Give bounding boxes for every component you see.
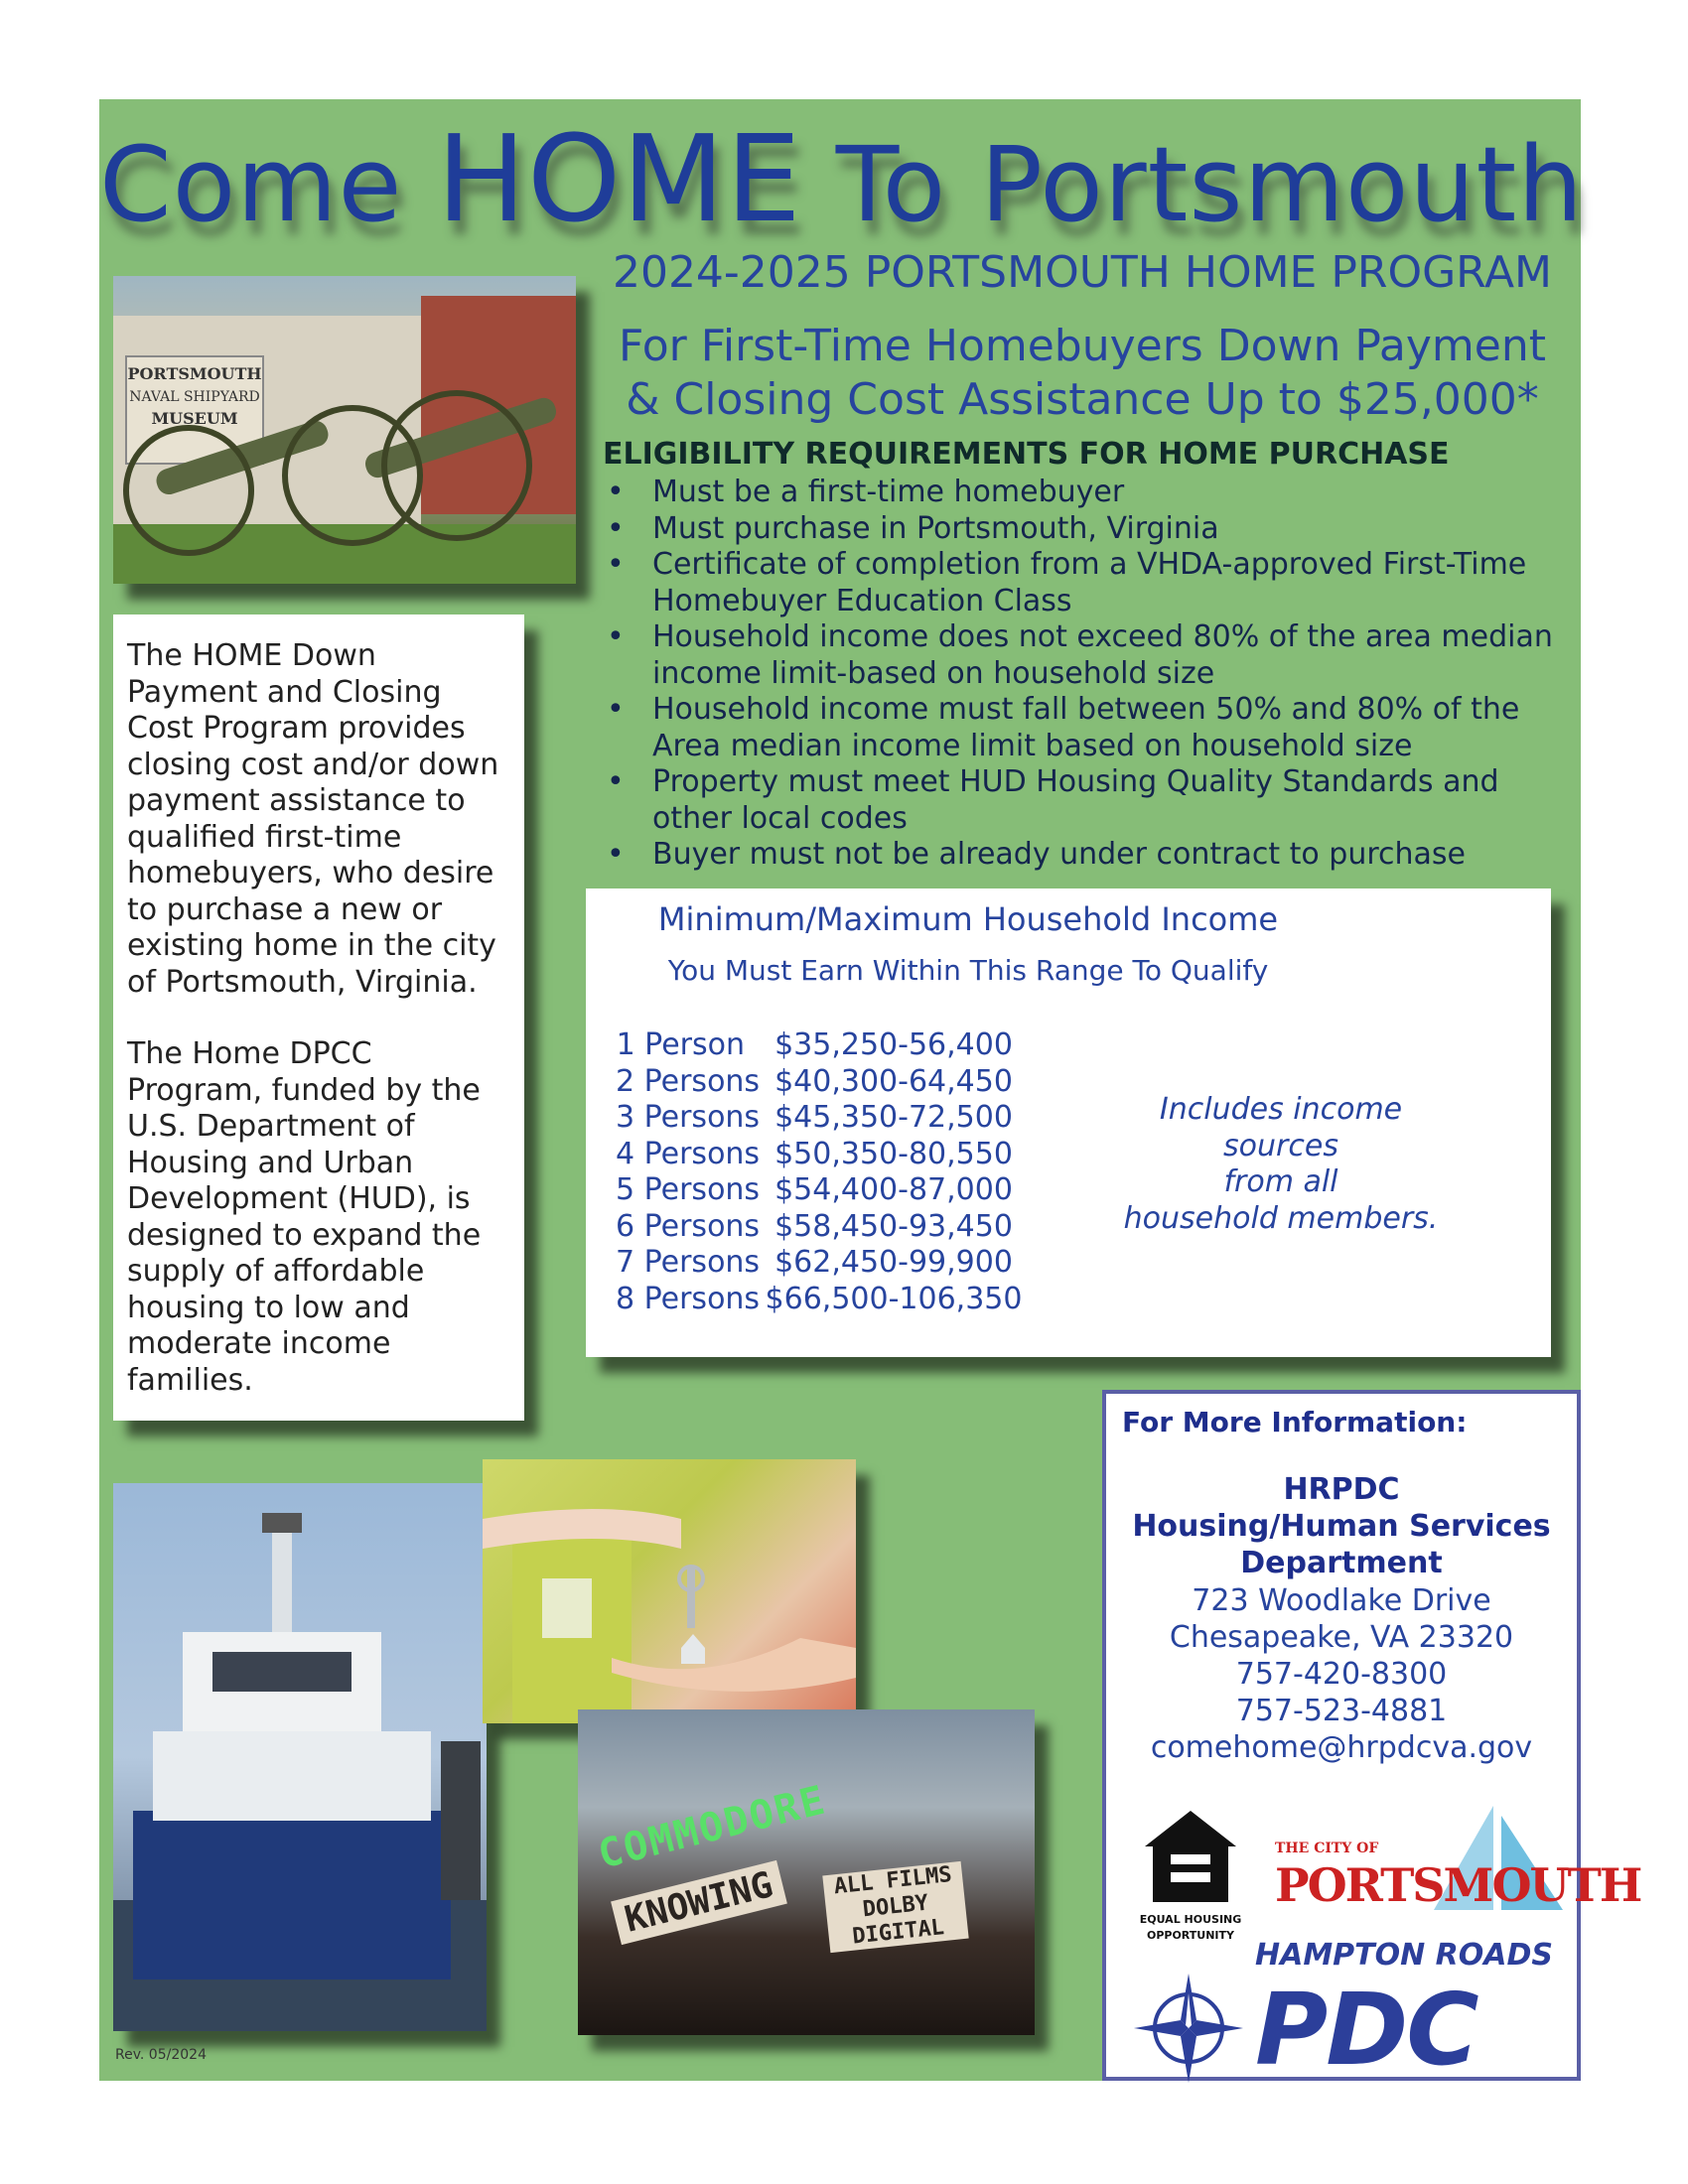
eligibility-item: • Certificate of completion from a VHDA-approved First-Time Homebuyer Education Class <box>603 547 1586 619</box>
household-size: 8 Persons <box>616 1281 761 1316</box>
title-part-come: Come <box>99 124 437 245</box>
equal-housing-text-1: EQUAL HOUSING <box>1139 1913 1242 1926</box>
assistance-line-1: For First-Time Homebuyers Down Payment <box>619 321 1546 371</box>
program-description-box <box>113 614 524 1421</box>
income-range: $50,350-80,550 <box>774 1136 1013 1171</box>
eligibility-item: • Must be a first-time homebuyer <box>603 475 1586 511</box>
cannon-wheel-3 <box>381 390 532 541</box>
program-title: 2024-2025 PORTSMOUTH HOME PROGRAM <box>612 247 1553 298</box>
income-note-line-3: household members. <box>1123 1200 1439 1236</box>
household-size: 1 Person <box>616 1027 745 1062</box>
theater-name-sign: COMMODORE <box>593 1777 831 1878</box>
income-row <box>616 1282 1043 1318</box>
description-paragraph-1: The HOME Down Payment and Closing Cost Program provides closing cost and/or down payment assistance to qualified first-time homebuyers, who desire to purchase a new or existing home in the city of Portsmouth, Virginia. <box>127 638 499 1000</box>
income-range: $62,450-99,900 <box>774 1245 1013 1280</box>
household-size: 2 Persons <box>616 1063 761 1099</box>
household-size: 4 Persons <box>616 1136 761 1171</box>
income-range: $66,500-106,350 <box>765 1281 1023 1316</box>
eligibility-item: • Household income does not exceed 80% of the area median income limit-based on household size <box>603 619 1586 692</box>
ferry-photo <box>113 1483 487 2031</box>
income-row <box>616 1100 1043 1137</box>
pdc-wordmark: PDC <box>1255 1972 1477 2088</box>
ferry-illustration <box>113 1483 487 2031</box>
income-row <box>616 1027 1043 1064</box>
income-row <box>616 1209 1043 1246</box>
income-subtitle: You Must Earn Within This Range To Qualify <box>667 954 1269 987</box>
income-range: $58,450-93,450 <box>774 1208 1013 1244</box>
income-title: Minimum/Maximum Household Income <box>657 900 1279 938</box>
address-line-2: Chesapeake, VA 23320 <box>1169 1620 1514 1655</box>
museum-sign-line-3: MUSEUM <box>151 409 238 428</box>
income-table-box <box>586 888 1551 1357</box>
assistance-line-2: & Closing Cost Assistance Up to $25,000* <box>626 374 1539 425</box>
keys-illustration <box>483 1459 856 1723</box>
org-line-3: Department <box>1240 1546 1443 1580</box>
eligibility-item: • Must purchase in Portsmouth, Virginia <box>603 511 1586 548</box>
income-row <box>616 1064 1043 1101</box>
equal-housing-house-icon <box>1141 1807 1240 1906</box>
hampton-roads-label: HAMPTON ROADS <box>1255 1938 1554 1973</box>
contact-organization <box>1106 1471 1577 1581</box>
eligibility-item: • Buyer must not be already under contract to purchase <box>603 837 1586 874</box>
income-range: $54,400-87,000 <box>774 1172 1013 1207</box>
address-line-1: 723 Woodlake Drive <box>1192 1583 1491 1618</box>
theater-side-line-2: DOLBY <box>861 1890 930 1923</box>
city-of-portsmouth-logo <box>1275 1811 1641 1930</box>
equal-housing-text-2: OPPORTUNITY <box>1146 1929 1234 1942</box>
household-size: 7 Persons <box>616 1245 761 1280</box>
household-size: 5 Persons <box>616 1172 761 1207</box>
income-range: $40,300-64,450 <box>774 1063 1013 1099</box>
museum-sign-line-1: PORTSMOUTH <box>127 364 262 383</box>
income-row <box>616 1245 1043 1282</box>
contact-details <box>1106 1582 1577 1766</box>
eligibility-item: • Household income must fall between 50% and 80% of the Area median income limit based on household size <box>603 692 1586 764</box>
portsmouth-wordmark: PORTSMOUTH <box>1275 1858 1641 1912</box>
page-title <box>99 111 1585 249</box>
income-note-line-1: Includes income sources <box>1159 1092 1403 1163</box>
cannon-wheel-1 <box>123 425 254 556</box>
income-range: $45,350-72,500 <box>774 1100 1013 1135</box>
title-part-home: HOME <box>436 111 802 249</box>
assistance-heading <box>586 320 1579 427</box>
house-keys-photo <box>483 1459 856 1723</box>
income-table <box>616 1027 1043 1317</box>
email-link[interactable]: comehome@hrpdcva.gov <box>1150 1730 1533 1765</box>
compass-rose-icon <box>1134 1974 1243 2083</box>
income-range: $35,250-56,400 <box>774 1027 1013 1062</box>
eligibility-item: • Property must meet HUD Housing Quality Standards and other local codes <box>603 764 1586 837</box>
equal-housing-logo <box>1136 1807 1245 1942</box>
city-of-label: THE CITY OF <box>1275 1841 1379 1856</box>
theater-side-line-1: ALL FILMS <box>832 1861 953 1900</box>
income-row <box>616 1137 1043 1173</box>
income-note-line-2: from all <box>1223 1164 1338 1199</box>
income-row <box>616 1172 1043 1209</box>
contact-heading: For More Information: <box>1122 1406 1468 1438</box>
household-size: 6 Persons <box>616 1208 761 1244</box>
description-paragraph-2: The Home DPCC Program, funded by the U.S. Department of Housing and Urban Development (HUD), is designed to expand the supply of affordable housing to low and moderate income families. <box>127 1036 482 1398</box>
income-note <box>1102 1092 1460 1237</box>
phone-2[interactable]: 757-523-4881 <box>1235 1694 1448 1728</box>
commodore-theater-photo <box>578 1709 1035 2035</box>
theater-marquee: KNOWING <box>611 1860 787 1945</box>
revision-date: Rev. 05/2024 <box>115 2047 207 2063</box>
eligibility-list <box>603 475 1586 874</box>
theater-side-sign <box>822 1861 968 1953</box>
contact-info-box <box>1102 1390 1641 2088</box>
museum-sign-line-2: NAVAL SHIPYARD <box>129 389 260 405</box>
phone-1[interactable]: 757-420-8300 <box>1235 1657 1448 1692</box>
theater-side-line-3: DIGITAL <box>851 1915 946 1950</box>
title-part-portsmouth: To Portsmouth <box>801 124 1585 245</box>
eligibility-heading: ELIGIBILITY REQUIREMENTS FOR HOME PURCHASE <box>603 437 1450 472</box>
org-line-2: Housing/Human Services <box>1132 1509 1551 1544</box>
org-line-1: HRPDC <box>1283 1472 1400 1507</box>
household-size: 3 Persons <box>616 1100 761 1135</box>
museum-photo <box>113 276 576 584</box>
